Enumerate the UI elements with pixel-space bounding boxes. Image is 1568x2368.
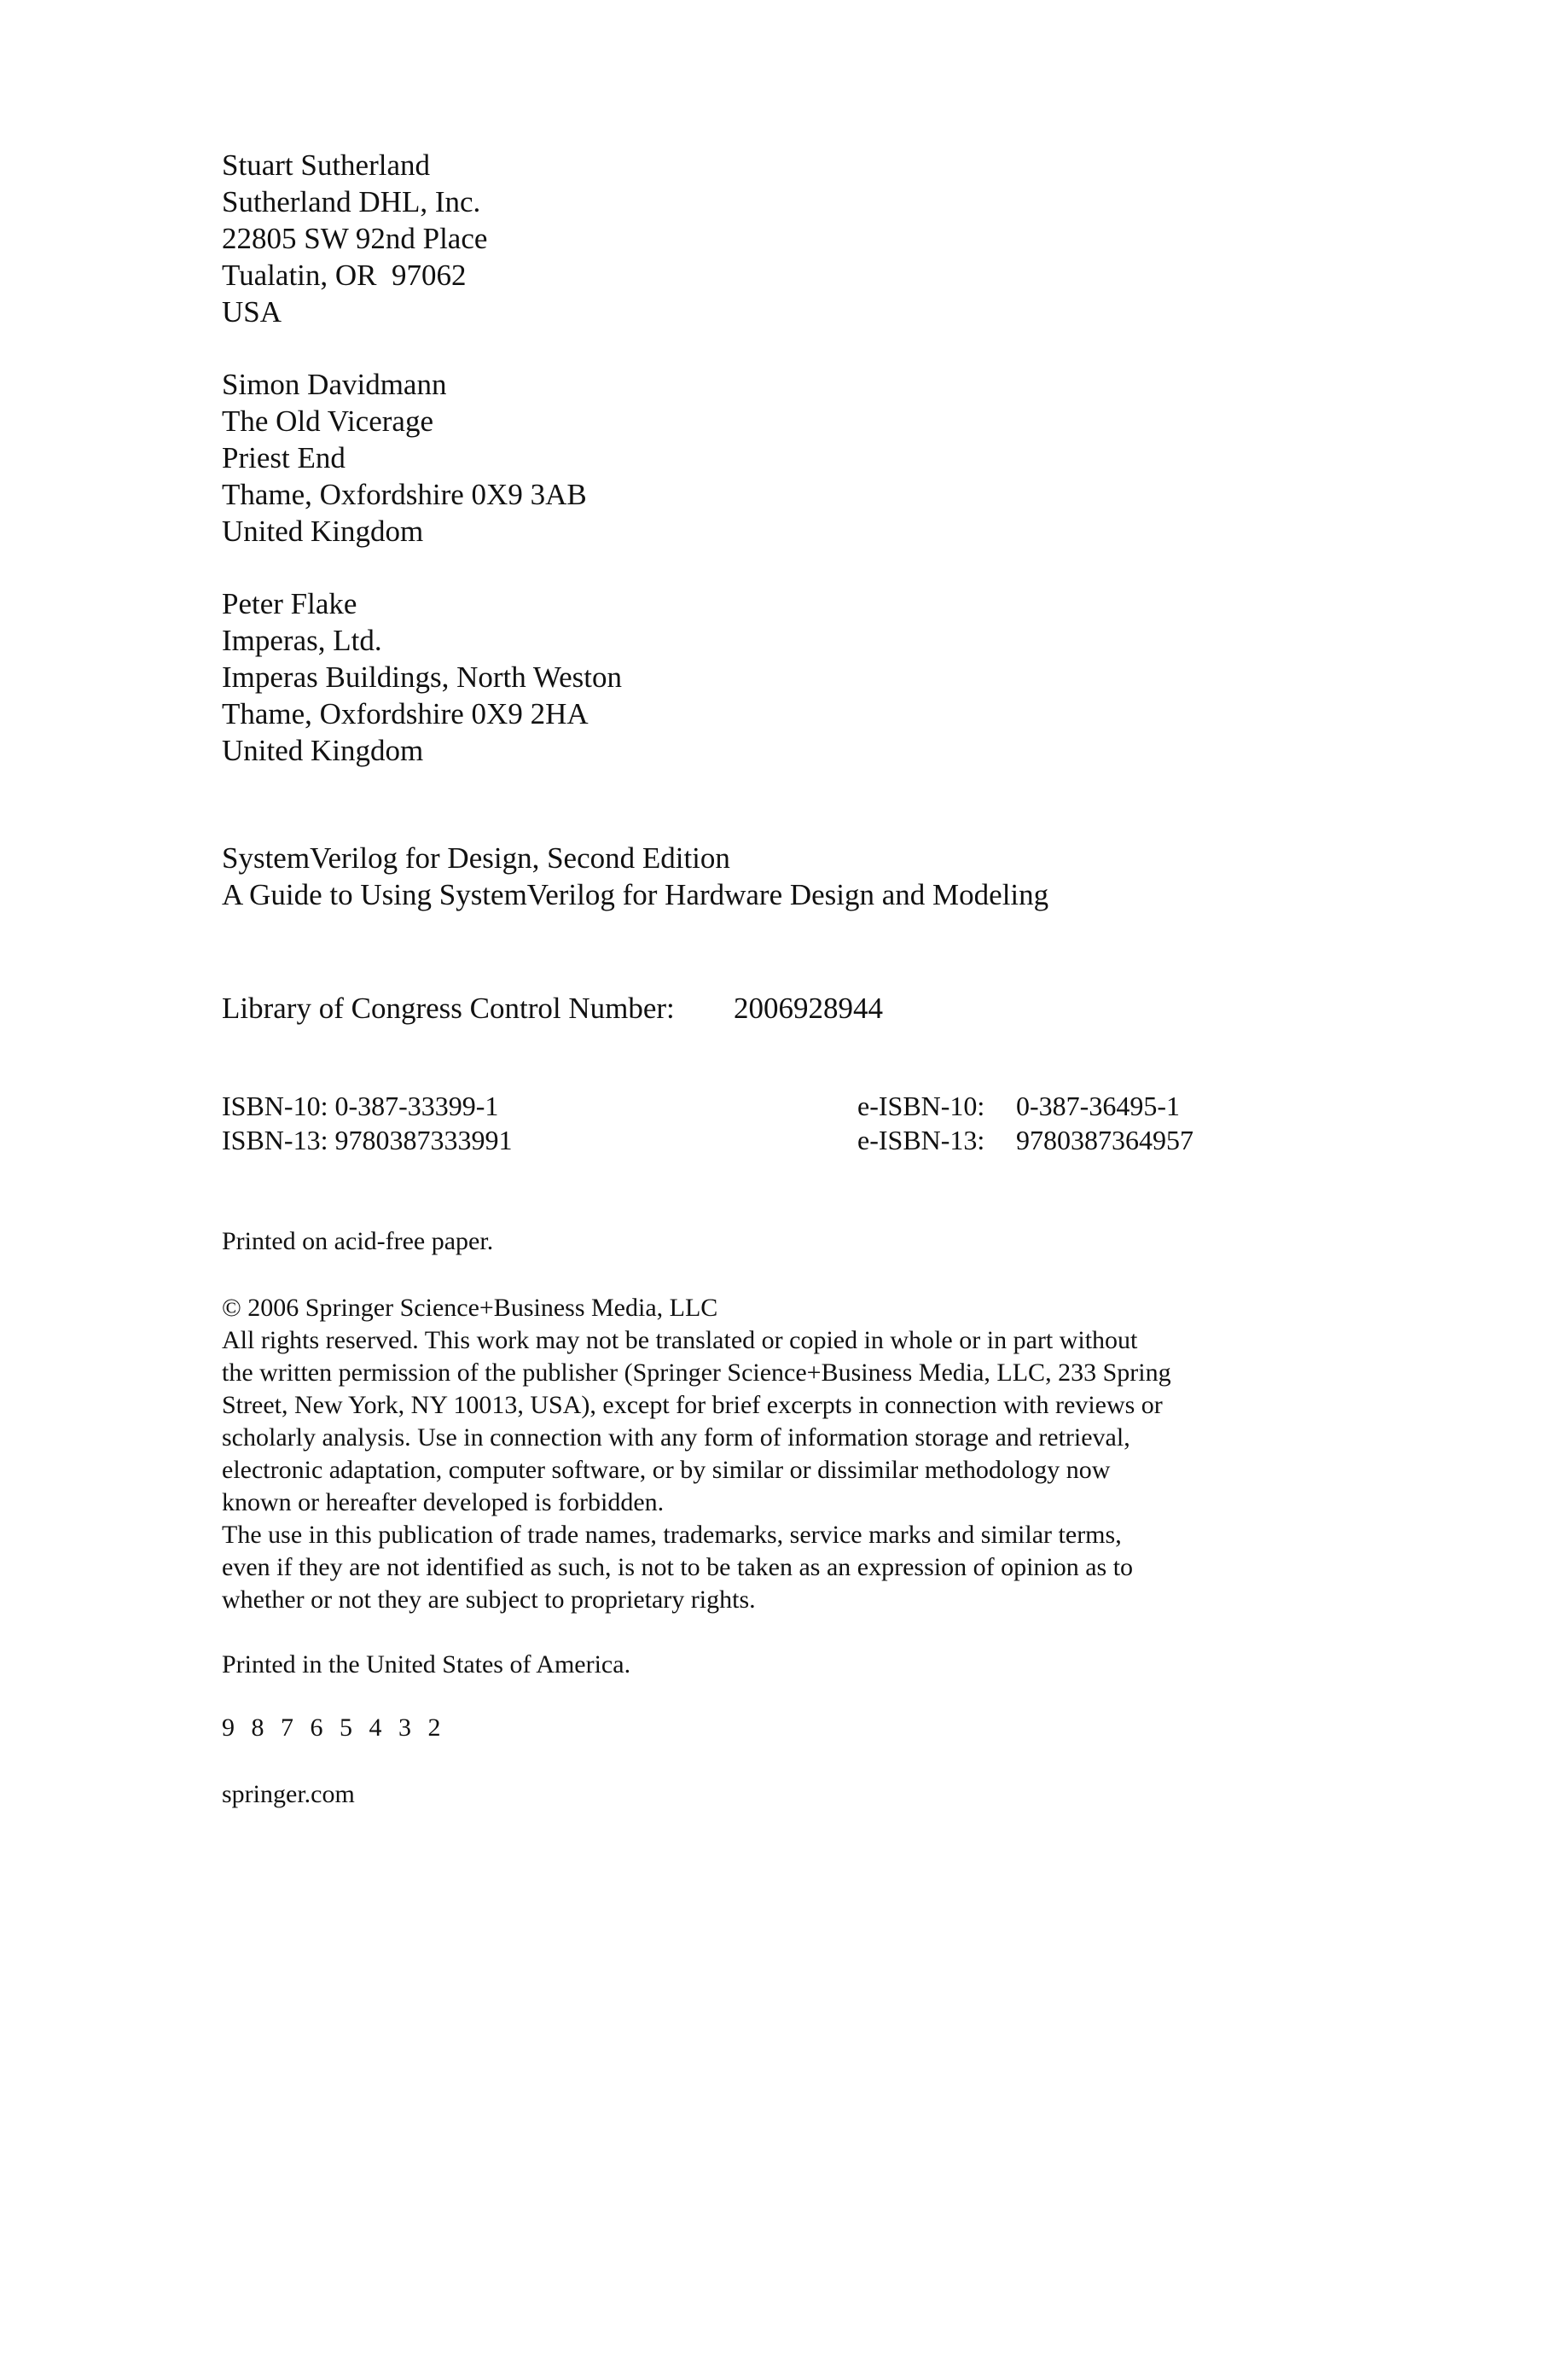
rights-line: Street, New York, NY 10013, USA), except for brief excerpts in connection with reviews or [222, 1391, 1163, 1419]
eisbn10 [857, 1089, 1180, 1123]
address-line: Priest End [222, 441, 346, 474]
eisbn13-value: 9780387364957 [1016, 1125, 1193, 1155]
address-line: Imperas Buildings, North Weston [222, 660, 622, 694]
author-address-sutherland [222, 147, 487, 330]
isbn10 [222, 1089, 498, 1123]
address-line: Thame, Oxfordshire 0X9 2HA [222, 697, 589, 730]
lccn-label: Library of Congress Control Number: [222, 992, 675, 1025]
author-address-flake [222, 585, 622, 769]
author-name: Simon Davidmann [222, 368, 447, 401]
rights-line: known or hereafter developed is forbidden. [222, 1488, 665, 1516]
author-name: Stuart Sutherland [222, 148, 430, 182]
author-address-davidmann [222, 366, 587, 550]
print-run-numbers: 9 8 7 6 5 4 3 2 [222, 1713, 446, 1742]
printed-in-line: Printed in the United States of America. [222, 1650, 631, 1679]
isbn13 [222, 1123, 512, 1157]
trademark-line: whether or not they are subject to proprietary rights. [222, 1585, 756, 1614]
rights-line: All rights reserved. This work may not be translated or copied in whole or in part without [222, 1326, 1138, 1354]
address-line: United Kingdom [222, 515, 424, 548]
address-line: Thame, Oxfordshire 0X9 3AB [222, 478, 587, 511]
publisher-website: springer.com [222, 1780, 355, 1808]
address-line: The Old Vicerage [222, 404, 433, 438]
address-line: Sutherland DHL, Inc. [222, 185, 481, 218]
lccn-line [222, 990, 883, 1027]
eisbn10-value: 0-387-36495-1 [1016, 1091, 1180, 1121]
book-subtitle: A Guide to Using SystemVerilog for Hardware Design and Modeling [222, 878, 1049, 911]
isbn13-label: ISBN-13: [222, 1125, 328, 1155]
isbn10-label: ISBN-10: [222, 1091, 328, 1121]
copyright-notice [222, 1292, 1269, 1616]
lccn-value: 2006928944 [734, 992, 883, 1025]
isbn10-value: 0-387-33399-1 [334, 1091, 499, 1121]
eisbn13-label: e-ISBN-13: [857, 1125, 985, 1155]
trademark-line: even if they are not identified as such, is not to be taken as an expression of opinion as to [222, 1553, 1134, 1581]
address-line: Imperas, Ltd. [222, 624, 382, 657]
copyright-holder: © 2006 Springer Science+Business Media, LLC [222, 1294, 718, 1322]
acid-free-note: Printed on acid-free paper. [222, 1227, 494, 1255]
rights-line: electronic adaptation, computer software, or by similar or dissimilar methodology now [222, 1456, 1111, 1484]
eisbn13 [857, 1123, 1193, 1157]
author-name: Peter Flake [222, 587, 357, 620]
address-line: USA [222, 295, 282, 329]
trademark-line: The use in this publication of trade names, trademarks, service marks and similar terms, [222, 1521, 1122, 1549]
isbn13-value: 9780387333991 [334, 1125, 513, 1155]
rights-line: scholarly analysis. Use in connection with any form of information storage and retrieval, [222, 1423, 1130, 1452]
address-line: 22805 SW 92nd Place [222, 222, 488, 255]
book-title: SystemVerilog for Design, Second Edition [222, 841, 730, 875]
address-line: United Kingdom [222, 734, 424, 767]
rights-line: the written permission of the publisher (Springer Science+Business Media, LLC, 233 Spring [222, 1359, 1171, 1387]
book-title-block [222, 840, 1048, 913]
eisbn10-label: e-ISBN-10: [857, 1091, 985, 1121]
address-line: Tualatin, OR 97062 [222, 259, 467, 292]
